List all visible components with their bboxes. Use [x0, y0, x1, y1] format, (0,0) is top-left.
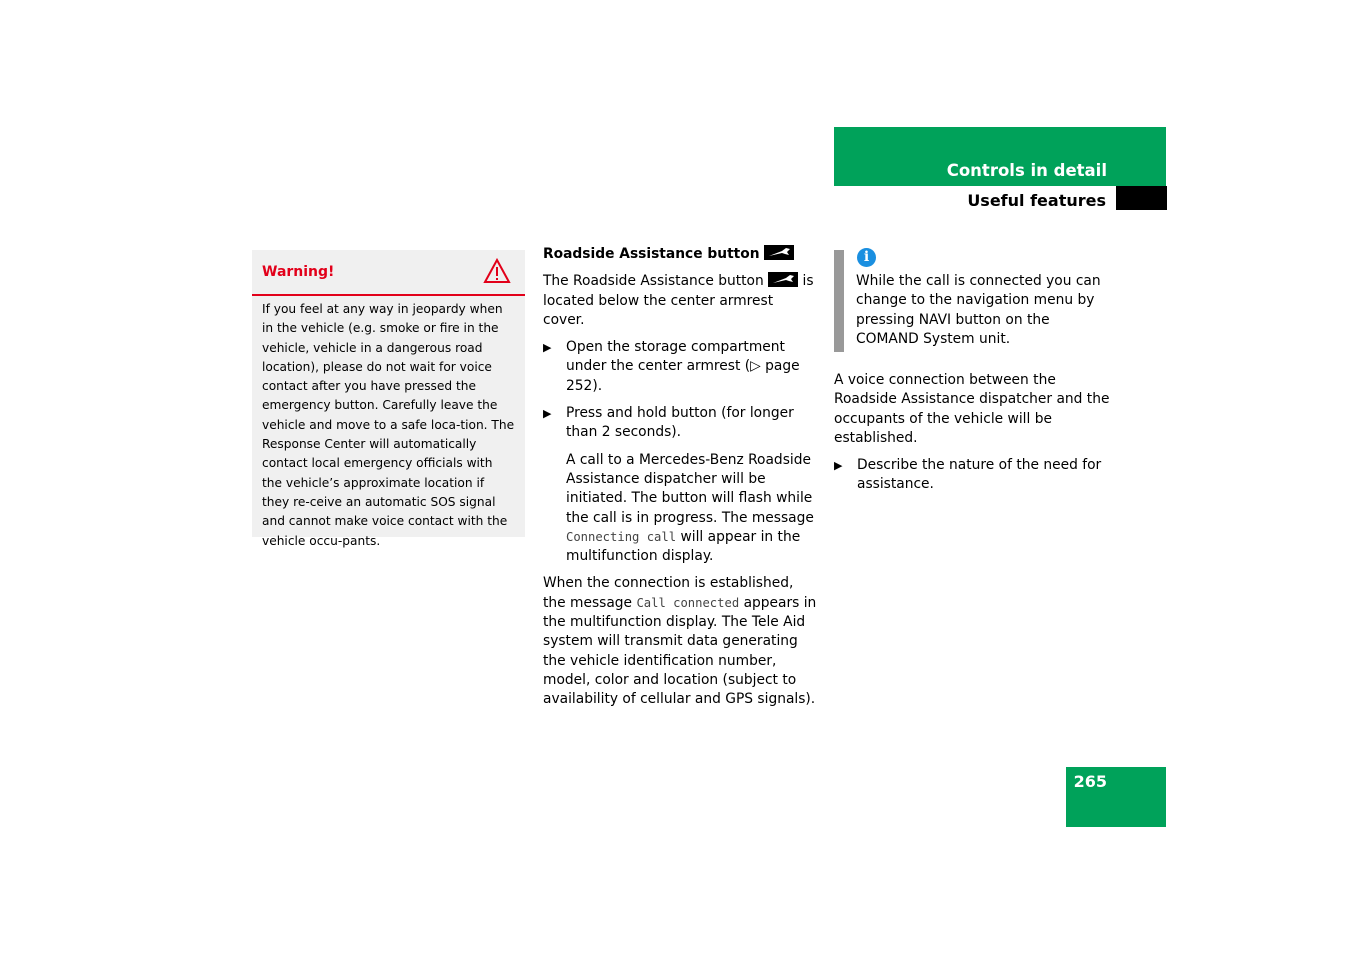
intro-text: The Roadside Assistance button	[543, 273, 764, 290]
section-heading	[543, 245, 818, 264]
bullet-arrow-icon: ▶	[543, 341, 552, 355]
voice-connection-paragraph: A voice connection between the Roadside Assistance dispatcher and the occupants of the vehicle will be established.	[834, 372, 1110, 446]
section-marker	[1116, 186, 1167, 210]
page-number-box	[1066, 767, 1166, 827]
section-title: Useful features	[967, 191, 1106, 210]
paragraph-text: When the connection is established, the message	[543, 575, 794, 611]
intro-paragraph	[543, 272, 818, 330]
list-item	[543, 338, 818, 396]
warning-triangle-icon	[483, 258, 511, 284]
info-text: While the call is connected you can change to the navigation menu by pressing NAVI button on the COMAND System unit.	[856, 273, 1101, 347]
chapter-header	[834, 127, 1166, 186]
warning-title: Warning!	[262, 264, 335, 280]
info-icon: i	[857, 248, 876, 267]
connection-paragraph	[543, 574, 818, 709]
bullet-text: Open the storage compartment under the center armrest (▷ page 252).	[566, 339, 800, 394]
page-number: 265	[1073, 772, 1107, 791]
bullet-text: Press and hold button (for longer than 2 seconds).	[566, 405, 794, 441]
roadside-assistance-button-icon	[764, 245, 794, 260]
bullet-arrow-icon: ▶	[543, 407, 552, 421]
bullet-text: Describe the nature of the need for assistance.	[857, 457, 1102, 493]
main-column	[543, 245, 818, 710]
info-bar	[834, 250, 844, 352]
bullet-arrow-icon: ▶	[834, 459, 843, 473]
list-item	[834, 456, 1119, 495]
warning-header	[252, 250, 525, 296]
indent-text-end: will appear in the multifunction display.	[566, 528, 801, 565]
intro-text-end: is located below the center armrest cover.	[543, 273, 814, 328]
display-message: Call connected	[636, 595, 740, 610]
chapter-title: Controls in detail	[946, 161, 1107, 180]
paragraph-text-end: appears in the multifunction display. The Tele Aid system will transmit data generating the vehicle identification number, model, color and location (subject to availability of cellular and GPS signals).	[543, 594, 817, 708]
indent-text: A call to a Mercedes-Benz Roadside Assistance dispatcher will be initiated. The button will flash while the call is in progress. The message	[566, 451, 814, 526]
warning-text: If you feel at any way in jeopardy when in the vehicle (e.g. smoke or fire in the vehicle, vehicle in a dangerous road location), please do not wait for voice contact after you have pressed the emergency button. Carefully leave the vehicle and move to a safe loca-tion. The Response Center will automatically contact local emergency officials with the vehicle’s approximate location if they re-ceive an automatic SOS signal and cannot make voice contact with the vehicle occu-pants.	[262, 302, 515, 548]
list-item	[543, 404, 818, 443]
display-message: Connecting call	[566, 529, 677, 544]
warning-box	[252, 250, 525, 548]
heading-text: Roadside Assistance button	[543, 246, 760, 262]
right-column	[834, 371, 1119, 495]
indented-paragraph	[543, 451, 818, 567]
roadside-assistance-button-icon	[768, 272, 798, 287]
